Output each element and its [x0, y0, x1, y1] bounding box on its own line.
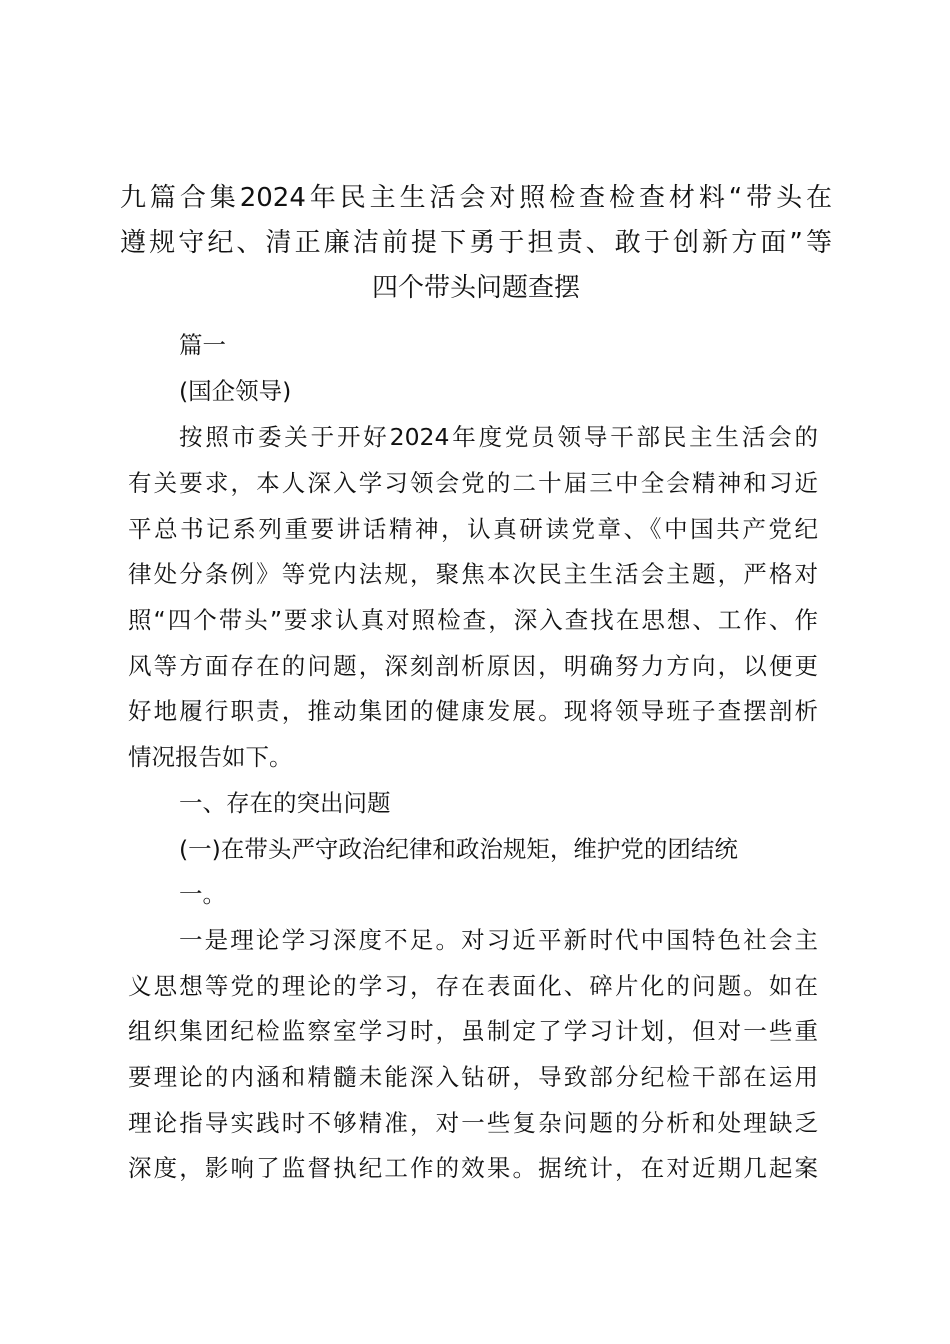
subsection-heading: (一)在带头严守政治纪律和政治规矩，维护党的团结统	[179, 835, 738, 863]
paragraph-line: 有关要求，本人深入学习领会党的二十届三中全会精神和习近	[128, 469, 818, 497]
paragraph-line: 情况报告如下。	[128, 743, 293, 771]
title-line: 九篇合集2024年民主生活会对照检查检查材料“带头在	[120, 183, 832, 213]
paragraph-line: 深度，影响了监督执纪工作的效果。据统计，在对近期几起案	[128, 1154, 818, 1182]
paragraph-line: 好地履行职责，推动集团的健康发展。现将领导班子查摆剖析	[128, 697, 818, 725]
subsection-heading: 一。	[179, 880, 226, 908]
subtitle-label: (国企领导)	[179, 377, 292, 405]
title-line: 遵规守纪、清正廉洁前提下勇于担责、敢于创新方面”等	[120, 228, 832, 258]
paragraph-line: 照“四个带头”要求认真对照检查，深入查找在思想、工作、作	[128, 606, 818, 634]
section-heading: 一、存在的突出问题	[179, 789, 391, 817]
section-label: 篇一	[179, 331, 226, 359]
document-title	[120, 176, 832, 311]
paragraph-line: 一是理论学习深度不足。对习近平新时代中国特色社会主	[179, 926, 818, 954]
paragraph-line: 组织集团纪检监察室学习时，虽制定了学习计划，但对一些重	[128, 1017, 818, 1045]
paragraph-line: 风等方面存在的问题，深刻剖析原因，明确努力方向，以便更	[128, 652, 818, 680]
paragraph-line: 律处分条例》等党内法规，聚焦本次民主生活会主题，严格对	[128, 560, 818, 588]
paragraph-line: 平总书记系列重要讲话精神，认真研读党章、《中国共产党纪	[128, 515, 818, 543]
title-line: 四个带头问题查摆	[371, 273, 580, 303]
paragraph-line: 理论指导实践时不够精准，对一些复杂问题的分析和处理缺乏	[128, 1109, 818, 1137]
paragraph-line: 义思想等党的理论的学习，存在表面化、碎片化的问题。如在	[128, 972, 818, 1000]
paragraph-line: 按照市委关于开好2024年度党员领导干部民主生活会的	[179, 423, 818, 451]
paragraph-line: 要理论的内涵和精髓未能深入钻研，导致部分纪检干部在运用	[128, 1063, 818, 1091]
